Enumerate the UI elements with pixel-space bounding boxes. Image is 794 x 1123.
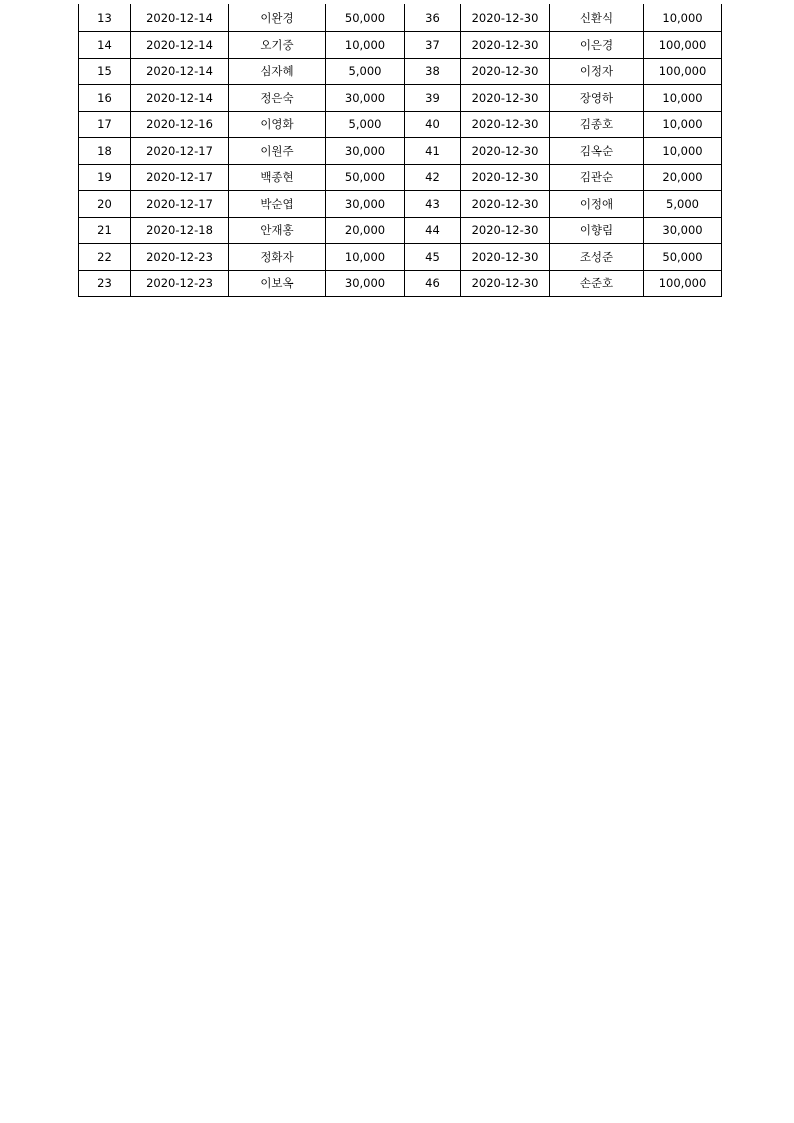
right-entry-number: 43 xyxy=(405,191,461,218)
left-entry-date: 2020-12-23 xyxy=(131,270,229,297)
left-donor-name: 이영화 xyxy=(229,111,326,138)
left-entry-date: 2020-12-16 xyxy=(131,111,229,138)
right-entry-number: 37 xyxy=(405,32,461,59)
right-donor-name: 장영하 xyxy=(550,85,644,112)
right-donation-amount: 30,000 xyxy=(644,217,722,244)
left-entry-number: 20 xyxy=(79,191,131,218)
left-entry-date: 2020-12-17 xyxy=(131,191,229,218)
left-entry-number: 23 xyxy=(79,270,131,297)
right-donation-amount: 5,000 xyxy=(644,191,722,218)
right-donor-name: 이정애 xyxy=(550,191,644,218)
right-donation-amount: 20,000 xyxy=(644,164,722,191)
right-entry-date: 2020-12-30 xyxy=(461,217,550,244)
table-row xyxy=(79,164,722,191)
right-donation-amount: 10,000 xyxy=(644,4,722,32)
left-entry-number: 17 xyxy=(79,111,131,138)
left-donor-name: 오기중 xyxy=(229,32,326,59)
left-donor-name: 이완경 xyxy=(229,4,326,32)
left-donation-amount: 30,000 xyxy=(326,191,405,218)
left-entry-date: 2020-12-14 xyxy=(131,58,229,85)
right-entry-number: 39 xyxy=(405,85,461,112)
right-donor-name: 김옥순 xyxy=(550,138,644,165)
right-donation-amount: 100,000 xyxy=(644,270,722,297)
left-entry-date: 2020-12-14 xyxy=(131,85,229,112)
table-row xyxy=(79,191,722,218)
left-entry-number: 15 xyxy=(79,58,131,85)
right-entry-number: 38 xyxy=(405,58,461,85)
left-entry-number: 21 xyxy=(79,217,131,244)
left-donor-name: 심자혜 xyxy=(229,58,326,85)
right-entry-number: 45 xyxy=(405,244,461,271)
right-entry-number: 42 xyxy=(405,164,461,191)
left-donation-amount: 30,000 xyxy=(326,85,405,112)
left-donor-name: 이원주 xyxy=(229,138,326,165)
right-donor-name: 신환식 xyxy=(550,4,644,32)
left-entry-date: 2020-12-23 xyxy=(131,244,229,271)
right-donor-name: 김종호 xyxy=(550,111,644,138)
left-entry-date: 2020-12-18 xyxy=(131,217,229,244)
right-donation-amount: 10,000 xyxy=(644,85,722,112)
left-donor-name: 안재홍 xyxy=(229,217,326,244)
right-donation-amount: 10,000 xyxy=(644,138,722,165)
right-entry-date: 2020-12-30 xyxy=(461,244,550,271)
right-donation-amount: 100,000 xyxy=(644,58,722,85)
left-donation-amount: 30,000 xyxy=(326,138,405,165)
left-donor-name: 박순엽 xyxy=(229,191,326,218)
left-entry-date: 2020-12-14 xyxy=(131,4,229,32)
right-donation-amount: 10,000 xyxy=(644,111,722,138)
right-entry-date: 2020-12-30 xyxy=(461,191,550,218)
right-entry-number: 46 xyxy=(405,270,461,297)
table-row xyxy=(79,85,722,112)
right-donor-name: 조성준 xyxy=(550,244,644,271)
table-row xyxy=(79,32,722,59)
left-donation-amount: 10,000 xyxy=(326,244,405,271)
right-entry-date: 2020-12-30 xyxy=(461,32,550,59)
left-entry-number: 13 xyxy=(79,4,131,32)
right-donation-amount: 100,000 xyxy=(644,32,722,59)
left-donation-amount: 20,000 xyxy=(326,217,405,244)
left-donor-name: 백종현 xyxy=(229,164,326,191)
table-row xyxy=(79,217,722,244)
left-entry-number: 22 xyxy=(79,244,131,271)
right-donor-name: 손준호 xyxy=(550,270,644,297)
right-entry-number: 44 xyxy=(405,217,461,244)
left-donation-amount: 5,000 xyxy=(326,111,405,138)
right-donor-name: 이은경 xyxy=(550,32,644,59)
left-donation-amount: 10,000 xyxy=(326,32,405,59)
left-donation-amount: 50,000 xyxy=(326,4,405,32)
left-donation-amount: 50,000 xyxy=(326,164,405,191)
right-entry-date: 2020-12-30 xyxy=(461,270,550,297)
table-row xyxy=(79,270,722,297)
right-donor-name: 이향림 xyxy=(550,217,644,244)
right-entry-date: 2020-12-30 xyxy=(461,111,550,138)
left-entry-number: 18 xyxy=(79,138,131,165)
left-donor-name: 정은숙 xyxy=(229,85,326,112)
left-donor-name: 정화자 xyxy=(229,244,326,271)
right-entry-date: 2020-12-30 xyxy=(461,85,550,112)
left-entry-date: 2020-12-14 xyxy=(131,32,229,59)
table-row xyxy=(79,58,722,85)
right-entry-date: 2020-12-30 xyxy=(461,58,550,85)
left-donation-amount: 30,000 xyxy=(326,270,405,297)
left-entry-date: 2020-12-17 xyxy=(131,164,229,191)
right-entry-number: 41 xyxy=(405,138,461,165)
right-entry-number: 40 xyxy=(405,111,461,138)
left-entry-date: 2020-12-17 xyxy=(131,138,229,165)
right-entry-date: 2020-12-30 xyxy=(461,138,550,165)
right-donation-amount: 50,000 xyxy=(644,244,722,271)
right-donor-name: 김관순 xyxy=(550,164,644,191)
table-row xyxy=(79,111,722,138)
left-entry-number: 14 xyxy=(79,32,131,59)
left-entry-number: 16 xyxy=(79,85,131,112)
donation-table xyxy=(78,4,722,297)
right-entry-date: 2020-12-30 xyxy=(461,4,550,32)
left-donor-name: 이보옥 xyxy=(229,270,326,297)
table-row xyxy=(79,138,722,165)
left-donation-amount: 5,000 xyxy=(326,58,405,85)
table-row xyxy=(79,4,722,32)
right-donor-name: 이정자 xyxy=(550,58,644,85)
left-entry-number: 19 xyxy=(79,164,131,191)
table-row xyxy=(79,244,722,271)
right-entry-number: 36 xyxy=(405,4,461,32)
donation-table-body xyxy=(79,4,722,297)
right-entry-date: 2020-12-30 xyxy=(461,164,550,191)
